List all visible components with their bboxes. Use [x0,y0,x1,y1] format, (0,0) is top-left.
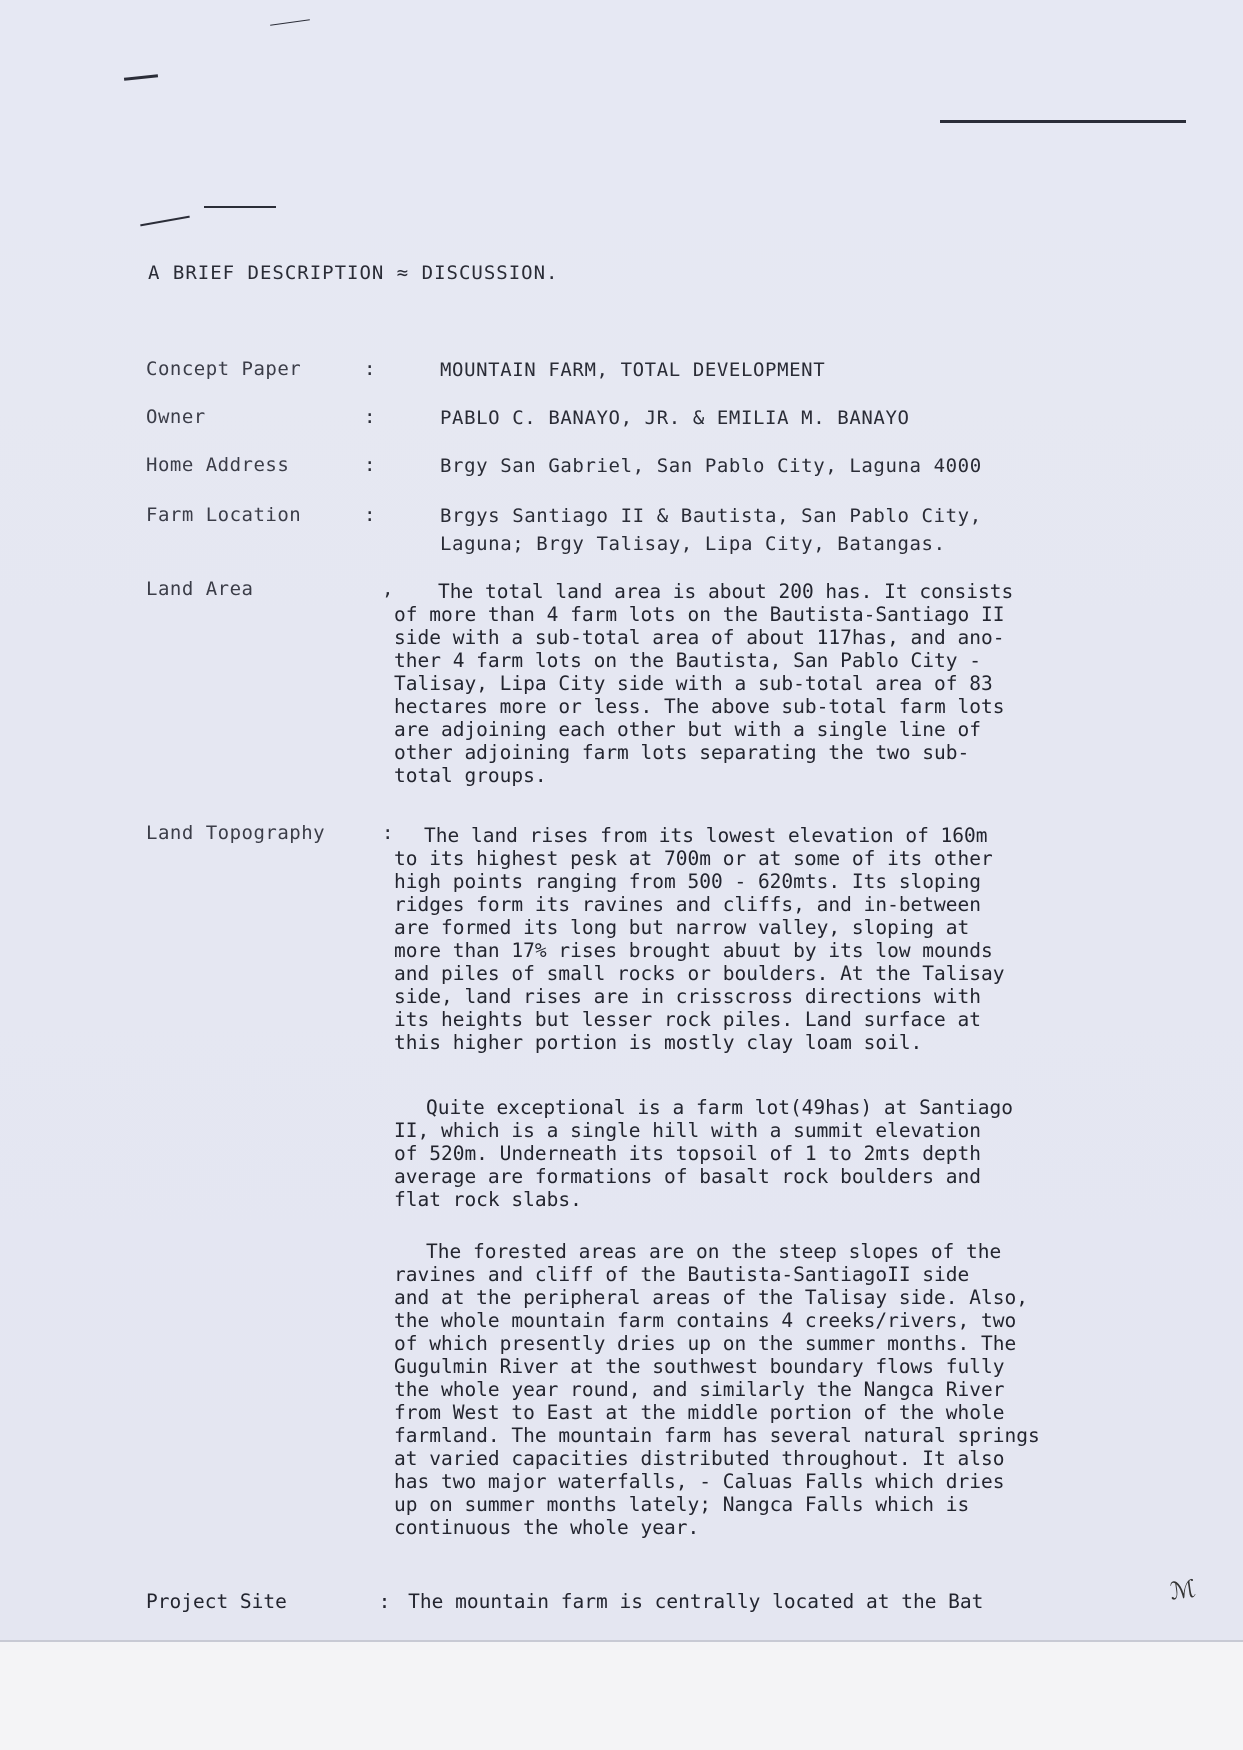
text-line: other adjoining farm lots separating the two sub- [394,741,970,764]
text-line: Quite exceptional is a farm lot(49has) at Santiago [426,1096,1013,1119]
land-topography-paragraph-2 [394,1096,1184,1211]
land-topography-paragraph-1 [394,824,1184,1054]
field-value: PABLO C. BANAYO, JR. & EMILIA M. BANAYO [440,407,910,429]
field-colon: : [364,454,376,476]
text-line: are formed its long but narrow valley, sloping at [394,916,970,939]
field-value: The mountain farm is centrally located at the Bat [408,1590,984,1613]
land-topography-paragraph-3 [394,1240,1184,1539]
text-line: from West to East at the middle portion of the whole [394,1401,1005,1424]
text-line: ther 4 farm lots on the Bautista, San Pablo City - [394,649,981,672]
pen-mark [940,120,1186,123]
text-line: The forested areas are on the steep slopes of the [426,1240,1002,1263]
field-label: Land Area [146,578,254,600]
text-line: of 520m. Underneath its topsoil of 1 to 2mts depth [394,1142,981,1165]
text-line: side with a sub-total area of about 117has, and ano- [394,626,1005,649]
text-line: total groups. [394,764,547,787]
text-line: to its highest pesk at 700m or at some of its other [394,847,993,870]
text-line: has two major waterfalls, - Caluas Falls which dries [394,1470,1005,1493]
scanner-margin [0,1640,1243,1750]
field-value-line-1: Brgys Santiago II & Bautista, San Pablo City, [440,505,982,527]
text-line: Talisay, Lipa City side with a sub-total area of 83 [394,672,993,695]
text-line: side, land rises are in crisscross directions with [394,985,981,1008]
text-line: and at the peripheral areas of the Talisay side. Also, [394,1286,1028,1309]
text-line: of which presently dries up on the summer months. The [394,1332,1017,1355]
text-line: Gugulmin River at the southwest boundary flows fully [394,1355,1005,1378]
text-line: this higher portion is mostly clay loam soil. [394,1031,923,1054]
text-line: of more than 4 farm lots on the Bautista-Santiago II [394,603,1005,626]
field-colon: : [364,406,376,428]
field-label: Concept Paper [146,358,302,380]
text-line: The total land area is about 200 has. It consists [438,580,1014,603]
text-line: continuous the whole year. [394,1516,700,1539]
field-label: Owner [146,406,206,428]
field-colon: : [378,1590,391,1613]
text-line: are adjoining each other but with a single line of [394,718,981,741]
field-label: Land Topography [146,822,326,844]
text-line: and piles of small rocks or boulders. At the Talisay [394,962,1005,985]
text-line: ravines and cliff of the Bautista-SantiagoII side [394,1263,970,1286]
text-line: II, which is a single hill with a summit elevation [394,1119,981,1142]
land-area-paragraph [394,580,1184,787]
document-heading: A BRIEF DESCRIPTION ≈ DISCUSSION. [148,262,559,284]
text-line: flat rock slabs. [394,1188,582,1211]
field-colon: , [382,578,394,600]
text-line: high points ranging from 500 - 620mts. Its sloping [394,870,981,893]
text-line: at varied capacities distributed throughout. It also [394,1447,1005,1470]
field-label: Project Site [146,1590,287,1613]
text-line: the whole mountain farm contains 4 creeks/rivers, two [394,1309,1017,1332]
field-colon: : [364,504,376,526]
text-line: up on summer months lately; Nangca Falls which is [394,1493,970,1516]
text-line: its heights but lesser rock piles. Land surface at [394,1008,981,1031]
field-value: Brgy San Gabriel, San Pablo City, Laguna 4000 [440,455,982,477]
text-line: The land rises from its lowest elevation of 160m [424,824,988,847]
field-value-line-2: Laguna; Brgy Talisay, Lipa City, Batangas. [440,533,946,555]
text-line: ridges form its ravines and cliffs, and in-between [394,893,981,916]
field-colon: : [382,822,394,844]
pen-mark [270,19,310,26]
text-line: the whole year round, and similarly the Nangca River [394,1378,1005,1401]
pen-mark [140,216,190,227]
text-line: average are formations of basalt rock boulders and [394,1165,981,1188]
text-line: more than 17% rises brought abuut by its low mounds [394,939,993,962]
pen-mark [124,74,158,81]
field-value: MOUNTAIN FARM, TOTAL DEVELOPMENT [440,359,826,381]
field-project-site [146,1590,983,1613]
field-label: Home Address [146,454,290,476]
pen-mark [204,206,276,208]
initials-signature: ℳ [1168,1574,1198,1606]
text-line: farmland. The mountain farm has several natural springs [394,1424,1040,1447]
field-label: Farm Location [146,504,302,526]
text-line: hectares more or less. The above sub-total farm lots [394,695,1005,718]
field-colon: : [364,358,376,380]
